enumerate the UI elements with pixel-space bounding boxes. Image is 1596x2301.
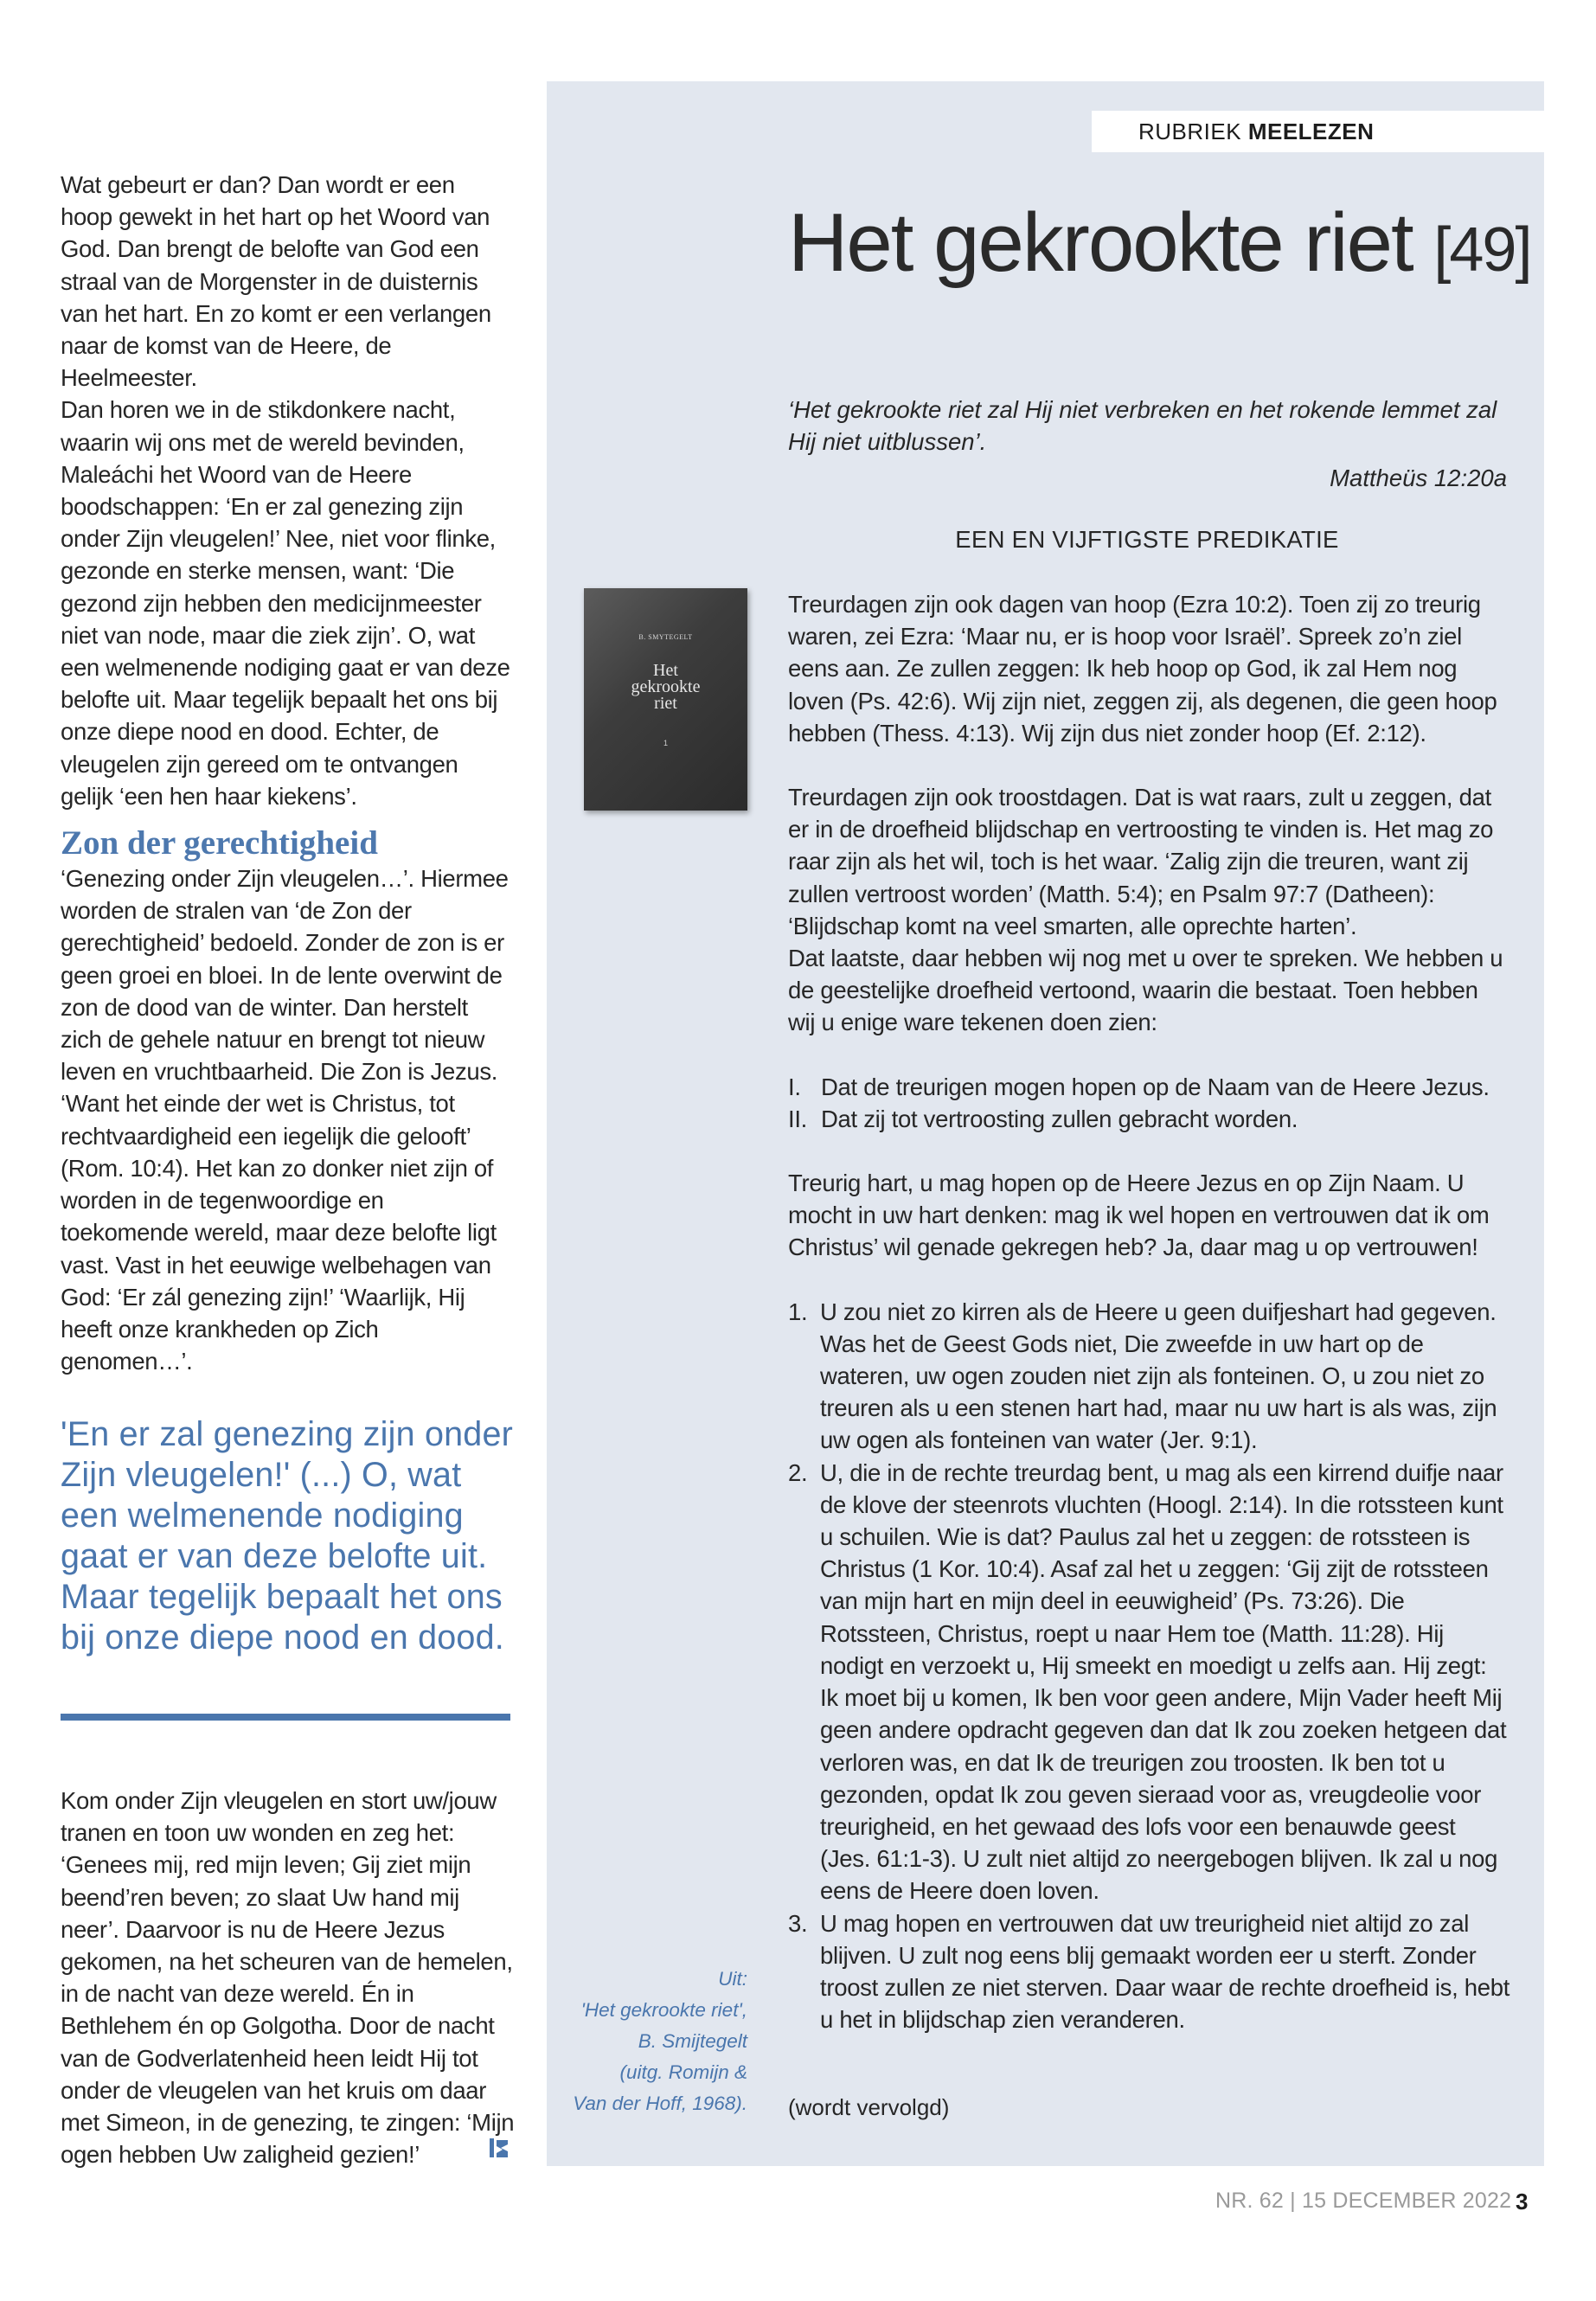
motto-reference: Mattheüs 12:20a [1330, 465, 1507, 491]
title-text: Het gekrookte riet [788, 196, 1413, 289]
issue-info: NR. 62 | 15 DECEMBER 2022 [1215, 2189, 1512, 2213]
list-item: 2. U, die in de rechte treurdag bent, u mag als een kirrend duifje naar de klove der steenrots vluchten (Hoogl. 2:14). In die rotssteen kunt u schuilen. Wie is dat? Paulus zal het u zeggen: de rotssteen is Christus (1 Kor. 10:4). Asaf zal het u zeggen: ‘Gij zijt de rotssteen van mijn hart en mijn deel in eeuwigheid’ (Ps. 73:26). Die Rotssteen, Christus, roept u naar Hem toe (Matth. 11:28). Hij nodigt en verzoekt u, Hij smeekt en moedigt u zelfs aan. Hij zegt: Ik moet bij u komen, Ik ben voor geen andere, Mijn Vader heeft Mij geen andere opdracht gegeven dan dat Ik zou zoeken hetgeen dat verloren was, en dat Ik de treurigen zou troosten. Ik ben tot u gezonden, opdat Ik zou geven sieraad voor as, vreugdeolie voor treurigheid, en het gewaad des lofs voor een benauwde geest (Jes. 61:1-3). U zult niet altijd zo neergebogen blijven. Ik zal u nog eens de Heere doen loven. [788, 1458, 1507, 1905]
motto-text: ‘Het gekrookte riet zal Hij niet verbreken en het rokende lemmet zal Hij niet uitblussen’. [788, 396, 1497, 455]
roman-list [788, 1071, 1510, 1135]
sermon-body [788, 588, 1510, 2035]
pull-quote-rule [61, 1714, 510, 1721]
book-author: B. SMYTEGELT [638, 633, 693, 641]
book-title: Het gekrookte riet [631, 661, 701, 713]
series-number: [49] [1433, 215, 1531, 285]
rubric-label [1092, 111, 1544, 152]
list-item: II. Dat zij tot vertroosting zullen gebracht worden. [788, 1105, 1298, 1132]
continued-note: (wordt vervolgd) [788, 2094, 950, 2120]
article-title [788, 195, 1532, 298]
closing-paragraph: Kom onder Zijn vleugelen en stort uw/jouw tranen en toon uw wonden en zeg het: ‘Genees mij, red mijn leven; Gij ziet mijn beend’ren beven; zo slaat Uw hand mij neer’. Daarvoor is nu de Heere Jezus gekomen, na het scheuren van de hemelen, in de nacht van deze wereld. Én in Bethlehem én op Golgotha. Door de nacht van de Godverlatenheid heen leidt Hij tot onder de vleugelen van het kruis om daar met Simeon, in de genezing, te zingen: ‘Mijn ogen hebben Uw zaligheid gezien!’ [61, 1787, 515, 2169]
section-subheading: Zon der gerechtigheid [61, 824, 378, 862]
list-item: I. Dat de treurigen mogen hopen op de Naam van de Heere Jezus. [788, 1073, 1490, 1100]
left-column [61, 169, 510, 1377]
book-cover-image [584, 588, 747, 811]
intro-paragraph: Wat gebeurt er dan? Dan wordt er een hoop gewekt in het hart op het Woord van God. Dan brengt de belofte van God een straal van de Morgenster in de duisternis van het hart. En zo komt er een verlangen naar de komst van de Heere, de Heelmeester. [61, 171, 491, 392]
end-of-article-icon [489, 2137, 510, 2159]
list-item: 1. U zou niet zo kirren als de Heere u geen duifjeshart had gegeven. Was het de Geest Gods niet, Die zweefde in uw hart op de wateren, uw ogen zouden niet zijn als fonteinen. O, u zou niet zo treuren als u een stenen hart had, maar nu uw hart is als was, zijn uw ogen als fonteinen van water (Jer. 9:1). [788, 1298, 1497, 1454]
pull-quote: 'En er zal genezing zijn onder Zijn vleugelen!' (...) O, wat een welmenende nodiging gaat er van deze belofte uit. Maar tegelijk bepaalt het ons bij onze diepe nood en dood. [61, 1415, 513, 1657]
book-volume-mark: 1 [663, 739, 668, 747]
rubric-name: MEELEZEN [1247, 118, 1375, 144]
numbered-list [788, 1296, 1510, 2036]
rubric-prefix: RUBRIEK [1138, 118, 1242, 144]
hope-paragraph: Treurig hart, u mag hopen op de Heere Jezus en op Zijn Naam. U mocht in uw hart denken: mag ik wel hopen en vertrouwen dat ik om Christus’ wil genade gekregen heb? Ja, daar mag u op vertrouwen! [788, 1170, 1490, 1261]
section-paragraph: ‘Genezing onder Zijn vleugelen…’. Hiermee worden de stralen van ‘de Zon der gerechtigheid’ bedoeld. Zonder de zon is er geen groei en bloei. In de lente overwint de zon de dood van de winter. Dan herstelt zich de gehele natuur en brengt tot nieuw leven en vruchtbaarheid. Die Zon is Jezus. ‘Want het einde der wet is Christus, tot rechtvaardigheid een iegelijk die gelooft’ (Rom. 10:4). Het kan zo donker niet zijn of worden in de tegenwoordige en toekomende wereld, maar deze belofte ligt vast. Vast in het eeuwige welbehagen van God: ‘Er zál genezing zijn!’ ‘Waarlijk, Hij heeft onze krankheden op Zich genomen…’. [61, 865, 509, 1375]
page-number: 3 [1516, 2189, 1529, 2214]
intro-paragraph: Dan horen we in de stikdonkere nacht, waarin wij ons met de wereld bevinden, Maleáchi het Woord van de Heere boodschappen: ‘En er zal genezing zijn onder Zijn vleugelen!’ Nee, niet voor flinke, gezonde en sterke mensen, want: ‘Die gezond zijn hebben den medicijnmeester niet van node, maar die ziek zijn’. O, wat een welmenende nodiging gaat er van deze belofte uit. Maar tegelijk bepaalt het ons bij onze diepe nood en dood. Echter, de vleugelen zijn gereed om te ontvangen gelijk ‘een hen haar kiekens’. [61, 396, 510, 810]
sermon-heading: EEN EN VIJFTIGSTE PREDIKATIE [955, 526, 1339, 553]
body-paragraph: Treurdagen zijn ook dagen van hoop (Ezra 10:2). Toen zij zo treurig waren, zei Ezra: ‘Maar nu, er is hoop voor Israël’. Spreek zo’n ziel eens aan. Ze zullen zeggen: Ik heb hoop op God, ik zal Hem nog loven (Ps. 42:6). Wij zijn niet, zeggen zij, als degenen, die geen hoop hebben (Thess. 4:13). Wij zijn dus niet zonder hoop (Ef. 2:12). [788, 591, 1497, 747]
image-caption: Uit: 'Het gekrookte riet', B. Smijtegelt (uitg. Romijn & Van der Hoff, 1968). [573, 1968, 747, 2114]
body-paragraph: Treurdagen zijn ook troostdagen. Dat is wat raars, zult u zeggen, dat er in de droefheid blijdschap en vertroosting te vinden is. Het mag zo raar zijn als het wil, toch is het waar. ‘Zalig zijn die treuren, want zij zullen vertroost worden’ (Matth. 5:4); en Psalm 97:7 (Datheen): ‘Blijdschap komt na veel smarten, alle oprechte harten’. [788, 784, 1494, 939]
body-paragraph: Dat laatste, daar hebben wij nog met u over te spreken. We hebben u de geestelijke droefheid vertoond, waarin die bestaat. Toen hebben wij u enige ware tekenen doen zien: [788, 945, 1503, 1036]
list-item: 3. U mag hopen en vertrouwen dat uw treurigheid niet altijd zo zal blijven. U zult nog eens blij gemaakt worden eer u sterft. Zonder troost zullen ze niet sterven. Daar waar de rechte droefheid is, hebt u het in blijdschap zien veranderen. [788, 1909, 1510, 2034]
